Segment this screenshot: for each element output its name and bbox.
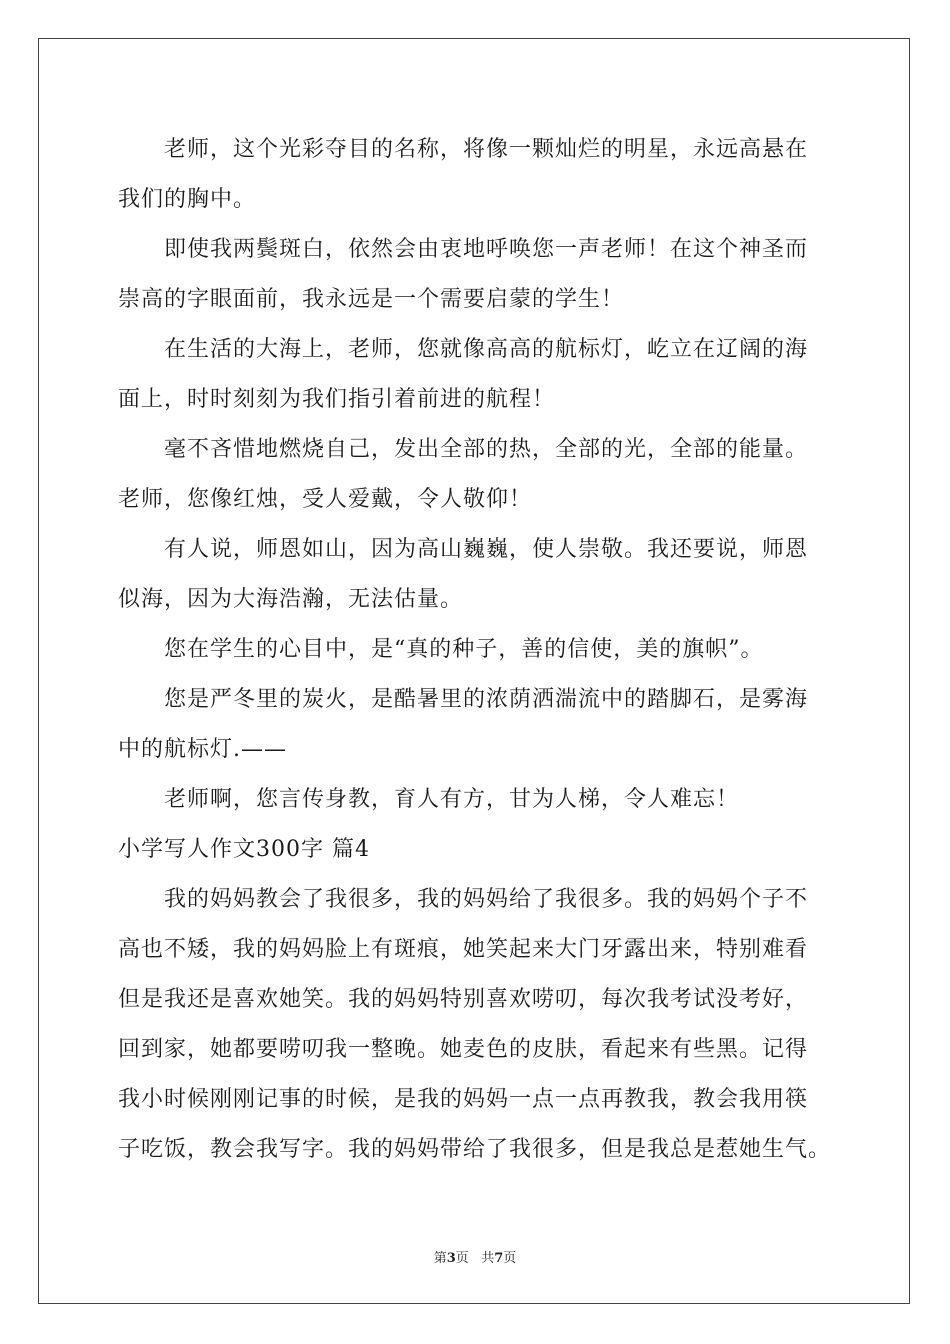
text-line: 似海，因为大海浩瀚，无法估量。 bbox=[118, 587, 464, 612]
text-line: 面上，时时刻刻为我们指引着前进的航程！ bbox=[118, 387, 556, 412]
text-line: 回到家，她都要唠叨我一整晚。她麦色的皮肤，看起来有些黑。记得 bbox=[118, 1037, 809, 1062]
text-line: 但是我还是喜欢她笑。我的妈妈特别喜欢唠叨，每次我考试没考好， bbox=[118, 987, 809, 1012]
text-line: 毫不吝惜地燃烧自己，发出全部的热，全部的光，全部的能量。 bbox=[164, 437, 809, 462]
current-page-number: 3 bbox=[446, 1251, 456, 1266]
page-prefix: 第 bbox=[433, 1251, 447, 1266]
total-prefix: 共 bbox=[481, 1251, 495, 1266]
text-line: 在生活的大海上，老师，您就像高高的航标灯，屹立在辽阔的海 bbox=[164, 337, 809, 362]
text-line: 老师，这个光彩夺目的名称，将像一颗灿烂的明星，永远高悬在 bbox=[164, 137, 809, 162]
text-line: 您是严冬里的炭火，是酷暑里的浓荫洒湍流中的踏脚石，是雾海 bbox=[164, 687, 809, 712]
text-line: 我的妈妈教会了我很多，我的妈妈给了我很多。我的妈妈个子不 bbox=[164, 887, 809, 912]
text-line: 老师，您像红烛，受人爱戴，令人敬仰！ bbox=[118, 487, 533, 512]
text-line: 您在学生的心目中，是“真的种子，善的信使，美的旗帜”。 bbox=[164, 637, 764, 662]
text-line: 中的航标灯.—— bbox=[118, 737, 287, 762]
page-suffix: 页 bbox=[455, 1251, 469, 1266]
text-line: 小学写人作文300字 篇4 bbox=[118, 837, 370, 862]
text-line: 即使我两鬓斑白，依然会由衷地呼唤您一声老师！在这个神圣而 bbox=[164, 237, 809, 262]
total-page-number: 7 bbox=[494, 1251, 504, 1266]
total-suffix: 页 bbox=[503, 1251, 517, 1266]
page-footer bbox=[0, 1247, 950, 1266]
text-line: 我们的胸中。 bbox=[118, 187, 257, 212]
text-line: 有人说，师恩如山，因为高山巍巍，使人崇敬。我还要说，师恩 bbox=[164, 537, 809, 562]
document-body bbox=[118, 125, 838, 1175]
text-line: 高也不矮，我的妈妈脸上有斑痕，她笑起来大门牙露出来，特别难看 bbox=[118, 937, 809, 962]
text-line: 子吃饭，教会我写字。我的妈妈带给了我很多，但是我总是惹她生气。 bbox=[118, 1137, 832, 1162]
text-line: 崇高的字眼面前，我永远是一个需要启蒙的学生！ bbox=[118, 287, 625, 312]
text-line: 我小时候刚刚记事的时候，是我的妈妈一点一点再教我，教会我用筷 bbox=[118, 1087, 809, 1112]
text-line: 老师啊，您言传身教，育人有方，甘为人梯，令人难忘！ bbox=[164, 787, 740, 812]
